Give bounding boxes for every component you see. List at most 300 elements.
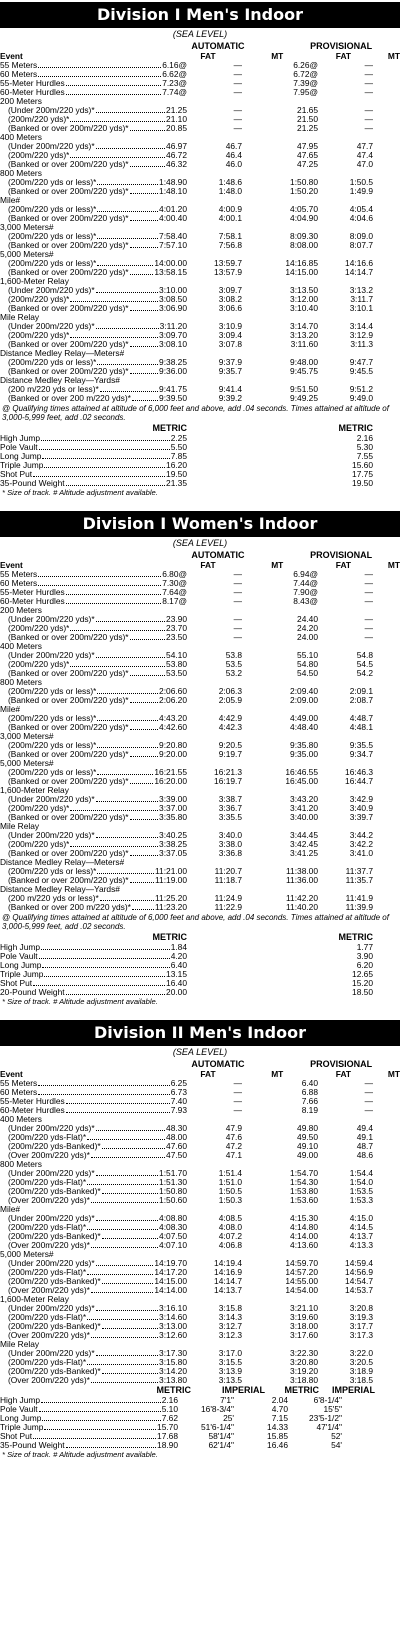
automatic-mt: 11:22.9	[214, 902, 242, 912]
automatic-fat: 1:50.80	[159, 1186, 187, 1196]
prov-metric: 17.75	[352, 469, 373, 479]
table-row	[0, 804, 400, 813]
field-event-cell	[0, 1432, 178, 1441]
provisional-mt: 14:54.7	[345, 1276, 373, 1286]
automatic-mt: —	[233, 69, 242, 79]
provisional-mt: 8:07.7	[349, 240, 373, 250]
provisional-mt: 1:53.3	[349, 1195, 373, 1205]
event-cell	[0, 1079, 187, 1088]
dot-leader	[66, 597, 161, 604]
automatic-fat: 4:07.50	[159, 1231, 187, 1241]
provisional-mt: —	[364, 1096, 373, 1106]
event-label: 800 Meters	[0, 678, 42, 687]
auto-metric: 17.68	[157, 1431, 178, 1441]
provisional-fat: 3:20.80	[290, 1357, 318, 1367]
automatic-fat: 6.62@	[162, 69, 187, 79]
provisional-fat: 3:41.20	[290, 803, 318, 813]
provisional-mt: 1:50.5	[349, 177, 373, 187]
automatic-mt: 14:13.7	[214, 1285, 242, 1295]
prov-metric: 4.70	[271, 1404, 288, 1414]
provisional-mt: —	[364, 1078, 373, 1088]
provisional-mt: 3:20.5	[349, 1357, 373, 1367]
dot-leader	[66, 1441, 156, 1448]
automatic-mt: 47.6	[225, 1132, 242, 1142]
auto-metric: 7.85	[170, 451, 187, 461]
auto-metric: 15.70	[157, 1422, 178, 1432]
automatic-fat: 3:13.00	[159, 1321, 187, 1331]
provisional-fat: 11:36.00	[286, 875, 318, 885]
table-row	[0, 876, 400, 885]
automatic-fat: 21.10	[166, 114, 187, 124]
automatic-fat: 1:51.70	[159, 1168, 187, 1178]
event-cell	[0, 304, 187, 313]
footnote: * Size of track. # Altitude adjustment available.	[2, 997, 158, 1006]
automatic-fat: 4:42.60	[159, 722, 187, 732]
automatic-fat: 46.32	[166, 159, 187, 169]
dot-leader	[130, 187, 158, 194]
event-cell	[0, 61, 187, 70]
automatic-mt: 9:37.9	[218, 357, 242, 367]
provisional-fat: 24.40	[297, 614, 318, 624]
metric-header: METRIC	[338, 932, 373, 942]
provisional-fat: 2:09.40	[290, 686, 318, 696]
event-label: 55 Meters	[0, 570, 38, 579]
dot-leader	[96, 651, 165, 658]
dot-leader	[130, 160, 165, 167]
event-cell	[0, 160, 187, 169]
automatic-mt: 3:13.9	[218, 1366, 242, 1376]
mt-header: MT	[387, 560, 400, 570]
provisional-fat: 49.00	[297, 1150, 318, 1160]
event-label: (Under 200m/220 yds)*	[8, 322, 95, 331]
field-event-label: High Jump	[0, 1396, 41, 1405]
event-cell	[0, 1196, 187, 1205]
automatic-mt: 1:50.3	[218, 1195, 242, 1205]
automatic-mt: 46.7	[225, 141, 242, 151]
automatic-fat: 6.73	[170, 1087, 187, 1097]
provisional-mt: 3:12.9	[349, 330, 373, 340]
dot-leader	[130, 124, 165, 131]
event-cell	[0, 340, 187, 349]
dot-leader	[33, 1432, 156, 1439]
automatic-fat: 3:39.00	[159, 794, 187, 804]
event-cell	[0, 606, 187, 615]
table-row	[0, 1214, 400, 1223]
field-event-label: Pole Vault	[0, 443, 38, 452]
field-row	[0, 470, 400, 479]
event-cell	[0, 1124, 187, 1133]
automatic-fat: 14:14.00	[154, 1285, 187, 1295]
provisional-fat: 1:50.20	[290, 186, 318, 196]
event-label: (Banked or over 200m/220 yds)*	[8, 160, 129, 169]
table-row	[0, 1160, 400, 1169]
automatic-fat: 7.64@	[162, 587, 187, 597]
table-row	[0, 579, 400, 588]
event-cell	[0, 633, 187, 642]
field-unit-header: METRIC	[156, 1385, 191, 1395]
event-label: (200m/220 yds)*	[8, 840, 70, 849]
provisional-fat: 3:19.20	[290, 1366, 318, 1376]
provisional-mt: —	[364, 69, 373, 79]
table-row	[0, 723, 400, 732]
standards-section	[0, 1020, 400, 1459]
event-label: (Over 200m/220 yds)*	[8, 1241, 90, 1250]
table-row	[0, 642, 400, 651]
section-title: Division I Women's Indoor	[0, 511, 400, 537]
automatic-mt: 4:08.5	[218, 1213, 242, 1223]
automatic-fat: 3:13.80	[159, 1375, 187, 1385]
provisional-mt: 3:10.1	[349, 303, 373, 313]
provisional-fat: 49.10	[297, 1141, 318, 1151]
automatic-fat: 46.97	[166, 141, 187, 151]
provisional-mt: 16:46.3	[345, 767, 373, 777]
mt-header: MT	[387, 51, 400, 61]
event-label: 1,600-Meter Relay	[0, 1295, 69, 1304]
table-row	[0, 588, 400, 597]
provisional-mt: 4:14.5	[349, 1222, 373, 1232]
automatic-fat: 3:10.00	[159, 285, 187, 295]
dot-leader	[70, 804, 158, 811]
dot-leader	[97, 259, 153, 266]
table-row	[0, 124, 400, 133]
provisional-mt: 1:53.5	[349, 1186, 373, 1196]
section-spacer	[0, 1006, 400, 1018]
field-event-cell	[0, 1441, 178, 1450]
automatic-mt: 3:07.8	[218, 339, 242, 349]
event-label: (Banked or over 200m/220 yds)*	[8, 241, 129, 250]
automatic-fat: 2:06.60	[159, 686, 187, 696]
table-row	[0, 1133, 400, 1142]
event-cell	[0, 1142, 187, 1151]
automatic-mt: —	[233, 60, 242, 70]
table-row	[0, 1340, 400, 1349]
table-row	[0, 1367, 400, 1376]
event-label: 55 Meters	[0, 1079, 38, 1088]
automatic-fat: 11:25.20	[155, 893, 187, 903]
table-row	[0, 151, 400, 160]
event-label: (200m/220 yds)*	[8, 295, 70, 304]
event-cell	[0, 367, 187, 376]
auto-metric: 2.25	[170, 433, 187, 443]
automatic-fat: 54.10	[166, 650, 187, 660]
provisional-mt: —	[364, 78, 373, 88]
dot-leader	[41, 434, 170, 441]
provisional-mt: 47.4	[356, 150, 373, 160]
automatic-header: AUTOMATIC	[191, 550, 245, 560]
provisional-mt: —	[364, 587, 373, 597]
provisional-mt: 4:13.3	[349, 1240, 373, 1250]
provisional-fat: 3:13.20	[290, 330, 318, 340]
auto-metric: 5.50	[170, 442, 187, 452]
automatic-fat: 47.50	[166, 1150, 187, 1160]
dot-leader	[39, 1405, 161, 1412]
automatic-mt: 3:09.7	[218, 285, 242, 295]
dot-leader	[70, 660, 165, 667]
dot-leader	[41, 943, 170, 950]
table-row	[0, 358, 400, 367]
automatic-mt: 1:48.0	[218, 186, 242, 196]
event-label: Mile#	[0, 705, 21, 714]
auto-metric: 1.84	[170, 942, 187, 952]
event-label: (Under 200m/220 yds)*	[8, 142, 95, 151]
field-event-cell	[0, 961, 187, 970]
dot-leader	[130, 813, 158, 820]
event-label: 55 Meters	[0, 61, 38, 70]
provisional-fat: 9:35.00	[290, 749, 318, 759]
fat-header: FAT	[335, 1069, 351, 1079]
table-row	[0, 1178, 400, 1187]
dot-leader	[41, 1396, 161, 1403]
event-label: Mile#	[0, 196, 21, 205]
event-label: (Under 200m/220 yds)*	[8, 1214, 95, 1223]
dot-leader	[97, 687, 158, 694]
dot-leader	[100, 385, 158, 392]
automatic-fat: 6.16@	[162, 60, 187, 70]
event-cell	[0, 570, 187, 579]
table-row	[0, 70, 400, 79]
table-row	[0, 349, 400, 358]
table-row	[0, 885, 400, 894]
event-label: 800 Meters	[0, 1160, 42, 1169]
provisional-fat: 8:08.00	[290, 240, 318, 250]
field-event-cell	[0, 952, 187, 961]
field-event-label: Long Jump	[0, 1414, 42, 1423]
automatic-mt: 1:51.4	[218, 1168, 242, 1178]
provisional-mt: 2:08.7	[349, 695, 373, 705]
event-label: (Banked or over 200m/220 yds)*	[8, 813, 129, 822]
provisional-fat: 3:10.40	[290, 303, 318, 313]
event-label: 55-Meter Hurdles	[0, 588, 65, 597]
automatic-fat: 9:36.00	[159, 366, 187, 376]
event-label: 5,000 Meters#	[0, 759, 54, 768]
provisional-mt: 3:20.8	[349, 1303, 373, 1313]
auto-metric: 21.35	[166, 478, 187, 488]
table-row	[0, 1376, 400, 1385]
automatic-fat: 48.30	[166, 1123, 187, 1133]
event-header: Event	[0, 1069, 23, 1079]
table-row	[0, 295, 400, 304]
field-row	[0, 988, 400, 997]
automatic-fat: 16:20.00	[154, 776, 187, 786]
provisional-fat: 16:45.00	[285, 776, 318, 786]
prov-metric: 7.15	[271, 1413, 288, 1423]
prov-imperial: 52'	[331, 1431, 342, 1441]
dot-leader	[33, 979, 165, 986]
dot-leader	[96, 1304, 158, 1311]
automatic-mt: 11:20.7	[214, 866, 242, 876]
provisional-mt: 4:48.1	[349, 722, 373, 732]
auto-metric: 16.20	[166, 460, 187, 470]
automatic-fat: 14:00.00	[154, 258, 187, 268]
provisional-fat: 4:49.00	[290, 713, 318, 723]
provisional-mt: —	[364, 105, 373, 115]
field-event-label: Triple Jump	[0, 1423, 44, 1432]
event-cell	[0, 97, 187, 106]
provisional-fat: 4:14.80	[290, 1222, 318, 1232]
provisional-fat: 3:44.45	[290, 830, 318, 840]
auto-metric: 7.62	[161, 1413, 178, 1423]
event-header: Event	[0, 560, 23, 570]
altitude-note: @ Qualifying times attained at altitude of 6,000 feet and above, add .04 seconds. Times attained at altitude of 3,000-5,999 feet, add .02 seconds.	[2, 404, 389, 422]
provisional-mt: 54.5	[356, 659, 373, 669]
dot-leader	[96, 1349, 158, 1356]
event-cell	[0, 597, 187, 606]
table-row	[0, 795, 400, 804]
provisional-header: PROVISIONAL	[310, 550, 373, 560]
dot-leader	[130, 214, 158, 221]
provisional-fat: 14:15.00	[285, 267, 318, 277]
dot-leader	[87, 1133, 165, 1140]
provisional-mt: 48.7	[356, 1141, 373, 1151]
footnote: * Size of track. # Altitude adjustment available.	[2, 488, 158, 497]
dot-leader	[91, 1286, 153, 1293]
event-label: (200 m/220 yds or less)*	[8, 894, 99, 903]
automatic-mt: 3:35.5	[218, 812, 242, 822]
provisional-fat: 11:38.00	[286, 866, 318, 876]
provisional-mt: 48.6	[356, 1150, 373, 1160]
event-label: (200m/220 yds)*	[8, 804, 70, 813]
automatic-mt: 4:08.0	[218, 1222, 242, 1232]
dot-leader	[102, 1232, 158, 1239]
dot-leader	[91, 1331, 158, 1338]
provisional-fat: 54.50	[297, 668, 318, 678]
event-header: Event	[0, 51, 23, 61]
standards-section	[0, 511, 400, 1018]
automatic-fat: 1:48.90	[159, 177, 187, 187]
event-cell	[0, 124, 187, 133]
automatic-mt: —	[233, 1087, 242, 1097]
provisional-fat: 3:19.60	[290, 1312, 318, 1322]
provisional-fat: 7.39@	[293, 78, 318, 88]
table-row	[0, 1232, 400, 1241]
field-event-label: Triple Jump	[0, 970, 44, 979]
event-label: (200m/220 yds or less)*	[8, 259, 97, 268]
table-row	[0, 714, 400, 723]
table-row	[0, 169, 400, 178]
event-label: (Under 200m/220 yds)*	[8, 1169, 95, 1178]
event-cell	[0, 313, 187, 322]
event-label: (Banked or over 200m/220 yds)*	[8, 723, 129, 732]
provisional-fat: 1:50.80	[290, 177, 318, 187]
automatic-fat: 3:40.25	[159, 830, 187, 840]
metric-header: METRIC	[338, 423, 373, 433]
automatic-fat: 6.25	[170, 1078, 187, 1088]
dot-leader	[96, 795, 158, 802]
provisional-mt: 3:17.7	[349, 1321, 373, 1331]
provisional-fat: 8:09.30	[290, 231, 318, 241]
table-row	[0, 97, 400, 106]
provisional-mt: —	[364, 632, 373, 642]
provisional-header: PROVISIONAL	[310, 41, 373, 51]
auto-metric: 20.00	[166, 987, 187, 997]
automatic-mt: 14:14.7	[214, 1276, 242, 1286]
event-label: (Banked or over 200m/220 yds)*	[8, 876, 129, 885]
field-event-label: 35-Pound Weight	[0, 479, 65, 488]
auto-imperial: 51'6-1/4"	[201, 1422, 234, 1432]
automatic-mt: 3:08.2	[218, 294, 242, 304]
provisional-fat: 24.20	[297, 623, 318, 633]
table-row	[0, 1106, 400, 1115]
dot-leader	[130, 340, 158, 347]
automatic-mt: 7:56.8	[218, 240, 242, 250]
event-cell	[0, 651, 187, 660]
provisional-mt: —	[364, 614, 373, 624]
event-label: 200 Meters	[0, 97, 42, 106]
event-label: (Banked or over 200m/220 yds)*	[8, 268, 129, 277]
dot-leader	[96, 142, 165, 149]
automatic-mt: 3:17.0	[218, 1348, 242, 1358]
prov-metric: 19.50	[352, 478, 373, 488]
table-row	[0, 223, 400, 232]
provisional-fat: 54.80	[297, 659, 318, 669]
table-row	[0, 268, 400, 277]
table-row	[0, 1259, 400, 1268]
provisional-mt: 3:18.9	[349, 1366, 373, 1376]
event-cell	[0, 70, 187, 79]
provisional-mt: 1:49.9	[349, 186, 373, 196]
automatic-fat: 6.80@	[162, 569, 187, 579]
auto-metric: 6.40	[170, 960, 187, 970]
automatic-mt: 4:00.9	[218, 204, 242, 214]
table-row	[0, 1304, 400, 1313]
table-row	[0, 1358, 400, 1367]
table-row	[0, 633, 400, 642]
provisional-fat: 3:41.25	[290, 848, 318, 858]
dot-leader	[132, 394, 158, 401]
automatic-fat: 4:07.10	[159, 1240, 187, 1250]
dot-leader	[66, 988, 165, 995]
automatic-mt: —	[233, 632, 242, 642]
provisional-mt: 4:48.7	[349, 713, 373, 723]
provisional-fat: 4:05.70	[290, 204, 318, 214]
event-label: (Under 200m/220 yds)*	[8, 106, 95, 115]
automatic-mt: 11:18.7	[214, 875, 242, 885]
prov-metric: 2.16	[356, 433, 373, 443]
automatic-fat: 7.23@	[162, 78, 187, 88]
table-row	[0, 1313, 400, 1322]
automatic-mt: 1:48.6	[218, 177, 242, 187]
automatic-fat: 4:00.40	[159, 213, 187, 223]
provisional-mt: 47.7	[356, 141, 373, 151]
automatic-fat: 4:08.80	[159, 1213, 187, 1223]
field-event-label: Shot Put	[0, 979, 33, 988]
event-cell	[0, 1097, 187, 1106]
provisional-mt: 47.0	[356, 159, 373, 169]
automatic-fat: 14:19.70	[154, 1258, 187, 1268]
dot-leader	[96, 831, 158, 838]
automatic-mt: 53.8	[225, 650, 242, 660]
event-label: (200m/220 yds-Banked)*	[8, 1322, 101, 1331]
provisional-mt: 3:19.3	[349, 1312, 373, 1322]
provisional-fat: 49.50	[297, 1132, 318, 1142]
event-label: Mile Relay	[0, 313, 40, 322]
event-label: (200m/220 yds or less)*	[8, 768, 97, 777]
automatic-mt: 14:19.4	[214, 1258, 242, 1268]
event-label: 55-Meter Hurdles	[0, 1097, 65, 1106]
automatic-fat: 7.74@	[162, 87, 187, 97]
dot-leader	[97, 714, 158, 721]
provisional-fat: 4:13.60	[290, 1240, 318, 1250]
auto-metric: 2.16	[161, 1395, 178, 1405]
dot-leader	[38, 70, 161, 77]
provisional-mt: 3:11.3	[350, 339, 373, 349]
field-event-cell	[0, 479, 187, 488]
prov-imperial: 23'5-1/2"	[309, 1413, 342, 1423]
field-event-cell	[0, 1405, 178, 1414]
table-row	[0, 660, 400, 669]
dot-leader	[102, 1187, 158, 1194]
event-label: 3,000 Meters#	[0, 732, 54, 741]
